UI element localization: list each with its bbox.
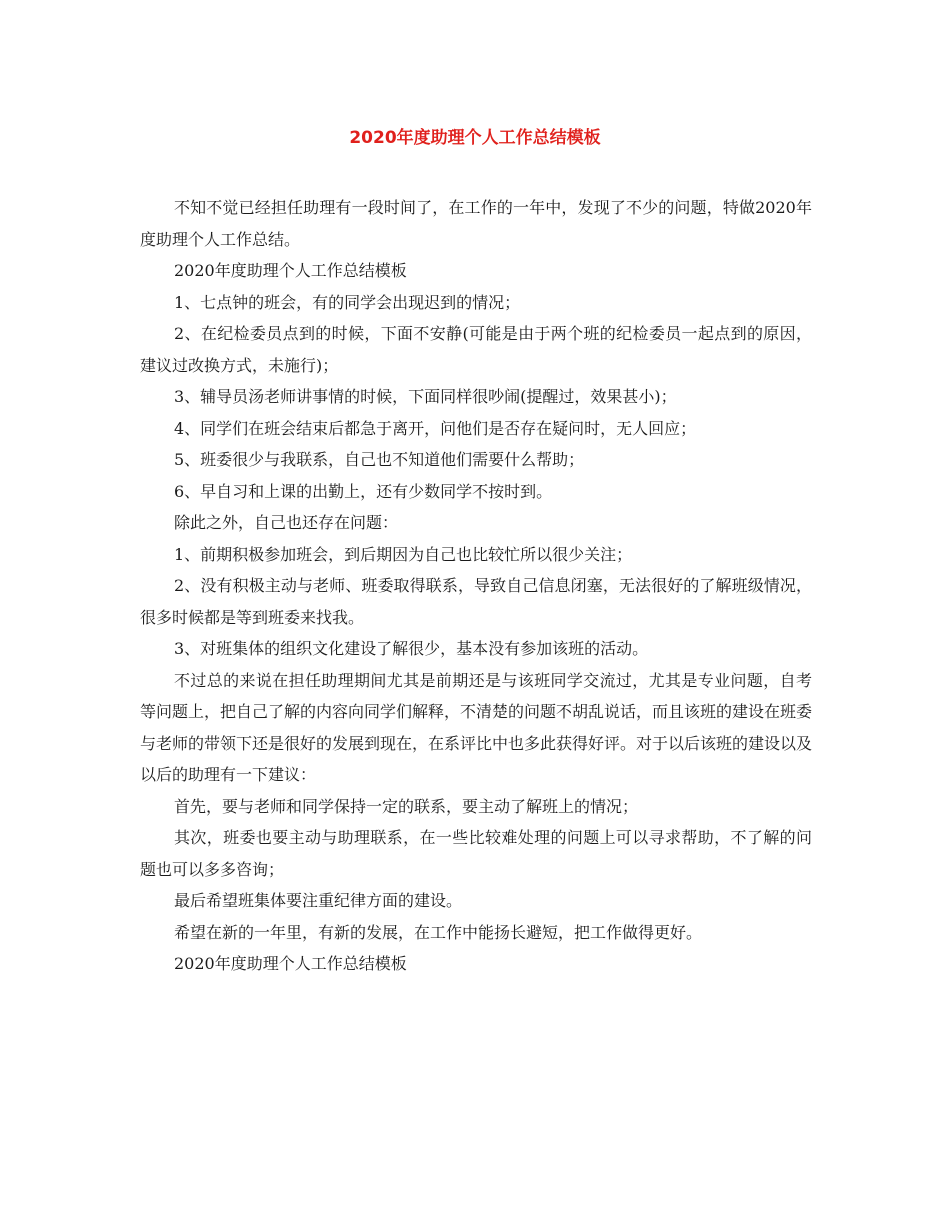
paragraph: 首先，要与老师和同学保持一定的联系，要主动了解班上的情况； [174, 796, 639, 816]
document-body [140, 192, 812, 980]
paragraph: 6、早自习和上课的出勤上，还有少数同学不按时到。 [174, 481, 553, 501]
paragraph: 希望在新的一年里，有新的发展，在工作中能扬长避短，把工作做得更好。 [174, 922, 703, 942]
paragraph: 3、辅导员汤老师讲事情的时候，下面同样很吵闹(提醒过，效果甚小)； [174, 387, 677, 406]
paragraph: 1、七点钟的班会，有的同学会出现迟到的情况； [174, 292, 521, 312]
paragraph: 2020年度助理个人工作总结模板 [174, 954, 407, 973]
document-title: 2020年度助理个人工作总结模板 [349, 128, 601, 148]
paragraph: 4、同学们在班会结束后都急于离开，问他们是否存在疑问时，无人回应； [174, 418, 697, 438]
paragraph: 2、在纪检委员点到的时候，下面不安静(可能是由于两个班的纪检委员一起点到的原因，建议过改换方式，未施行)； [140, 324, 812, 375]
paragraph: 1、前期积极参加班会，到后期因为自己也比较忙所以很少关注； [174, 544, 633, 564]
paragraph: 不过总的来说在担任助理期间尤其是前期还是与该班同学交流过，尤其是专业问题，自考等问题上，把自己了解的内容向同学们解释，不清楚的问题不胡乱说话，而且该班的建设在班委与老师的带领下还是很好的发展到现在，在系评比中也多此获得好评。对于以后该班的建设以及以后的助理有一下建议： [140, 670, 813, 784]
paragraph: 不知不觉已经担任助理有一段时间了，在工作的一年中，发现了不少的问题，特做2020年度助理个人工作总结。 [140, 198, 812, 249]
paragraph: 2020年度助理个人工作总结模板 [174, 261, 407, 280]
paragraph: 3、对班集体的组织文化建设了解很少，基本没有参加该班的活动。 [174, 639, 649, 658]
paragraph: 最后希望班集体要注重纪律方面的建设。 [174, 891, 463, 910]
paragraph: 2、没有积极主动与老师、班委取得联系，导致自己信息闭塞，无法很好的了解班级情况，很多时候都是等到班委来找我。 [140, 576, 812, 627]
paragraph: 除此之外，自己也还存在问题： [174, 513, 399, 532]
paragraph: 5、班委很少与我联系，自己也不知道他们需要什么帮助； [174, 450, 585, 469]
paragraph: 其次，班委也要主动与助理联系，在一些比较难处理的问题上可以寻求帮助，不了解的问题也可以多多咨询； [140, 828, 812, 879]
